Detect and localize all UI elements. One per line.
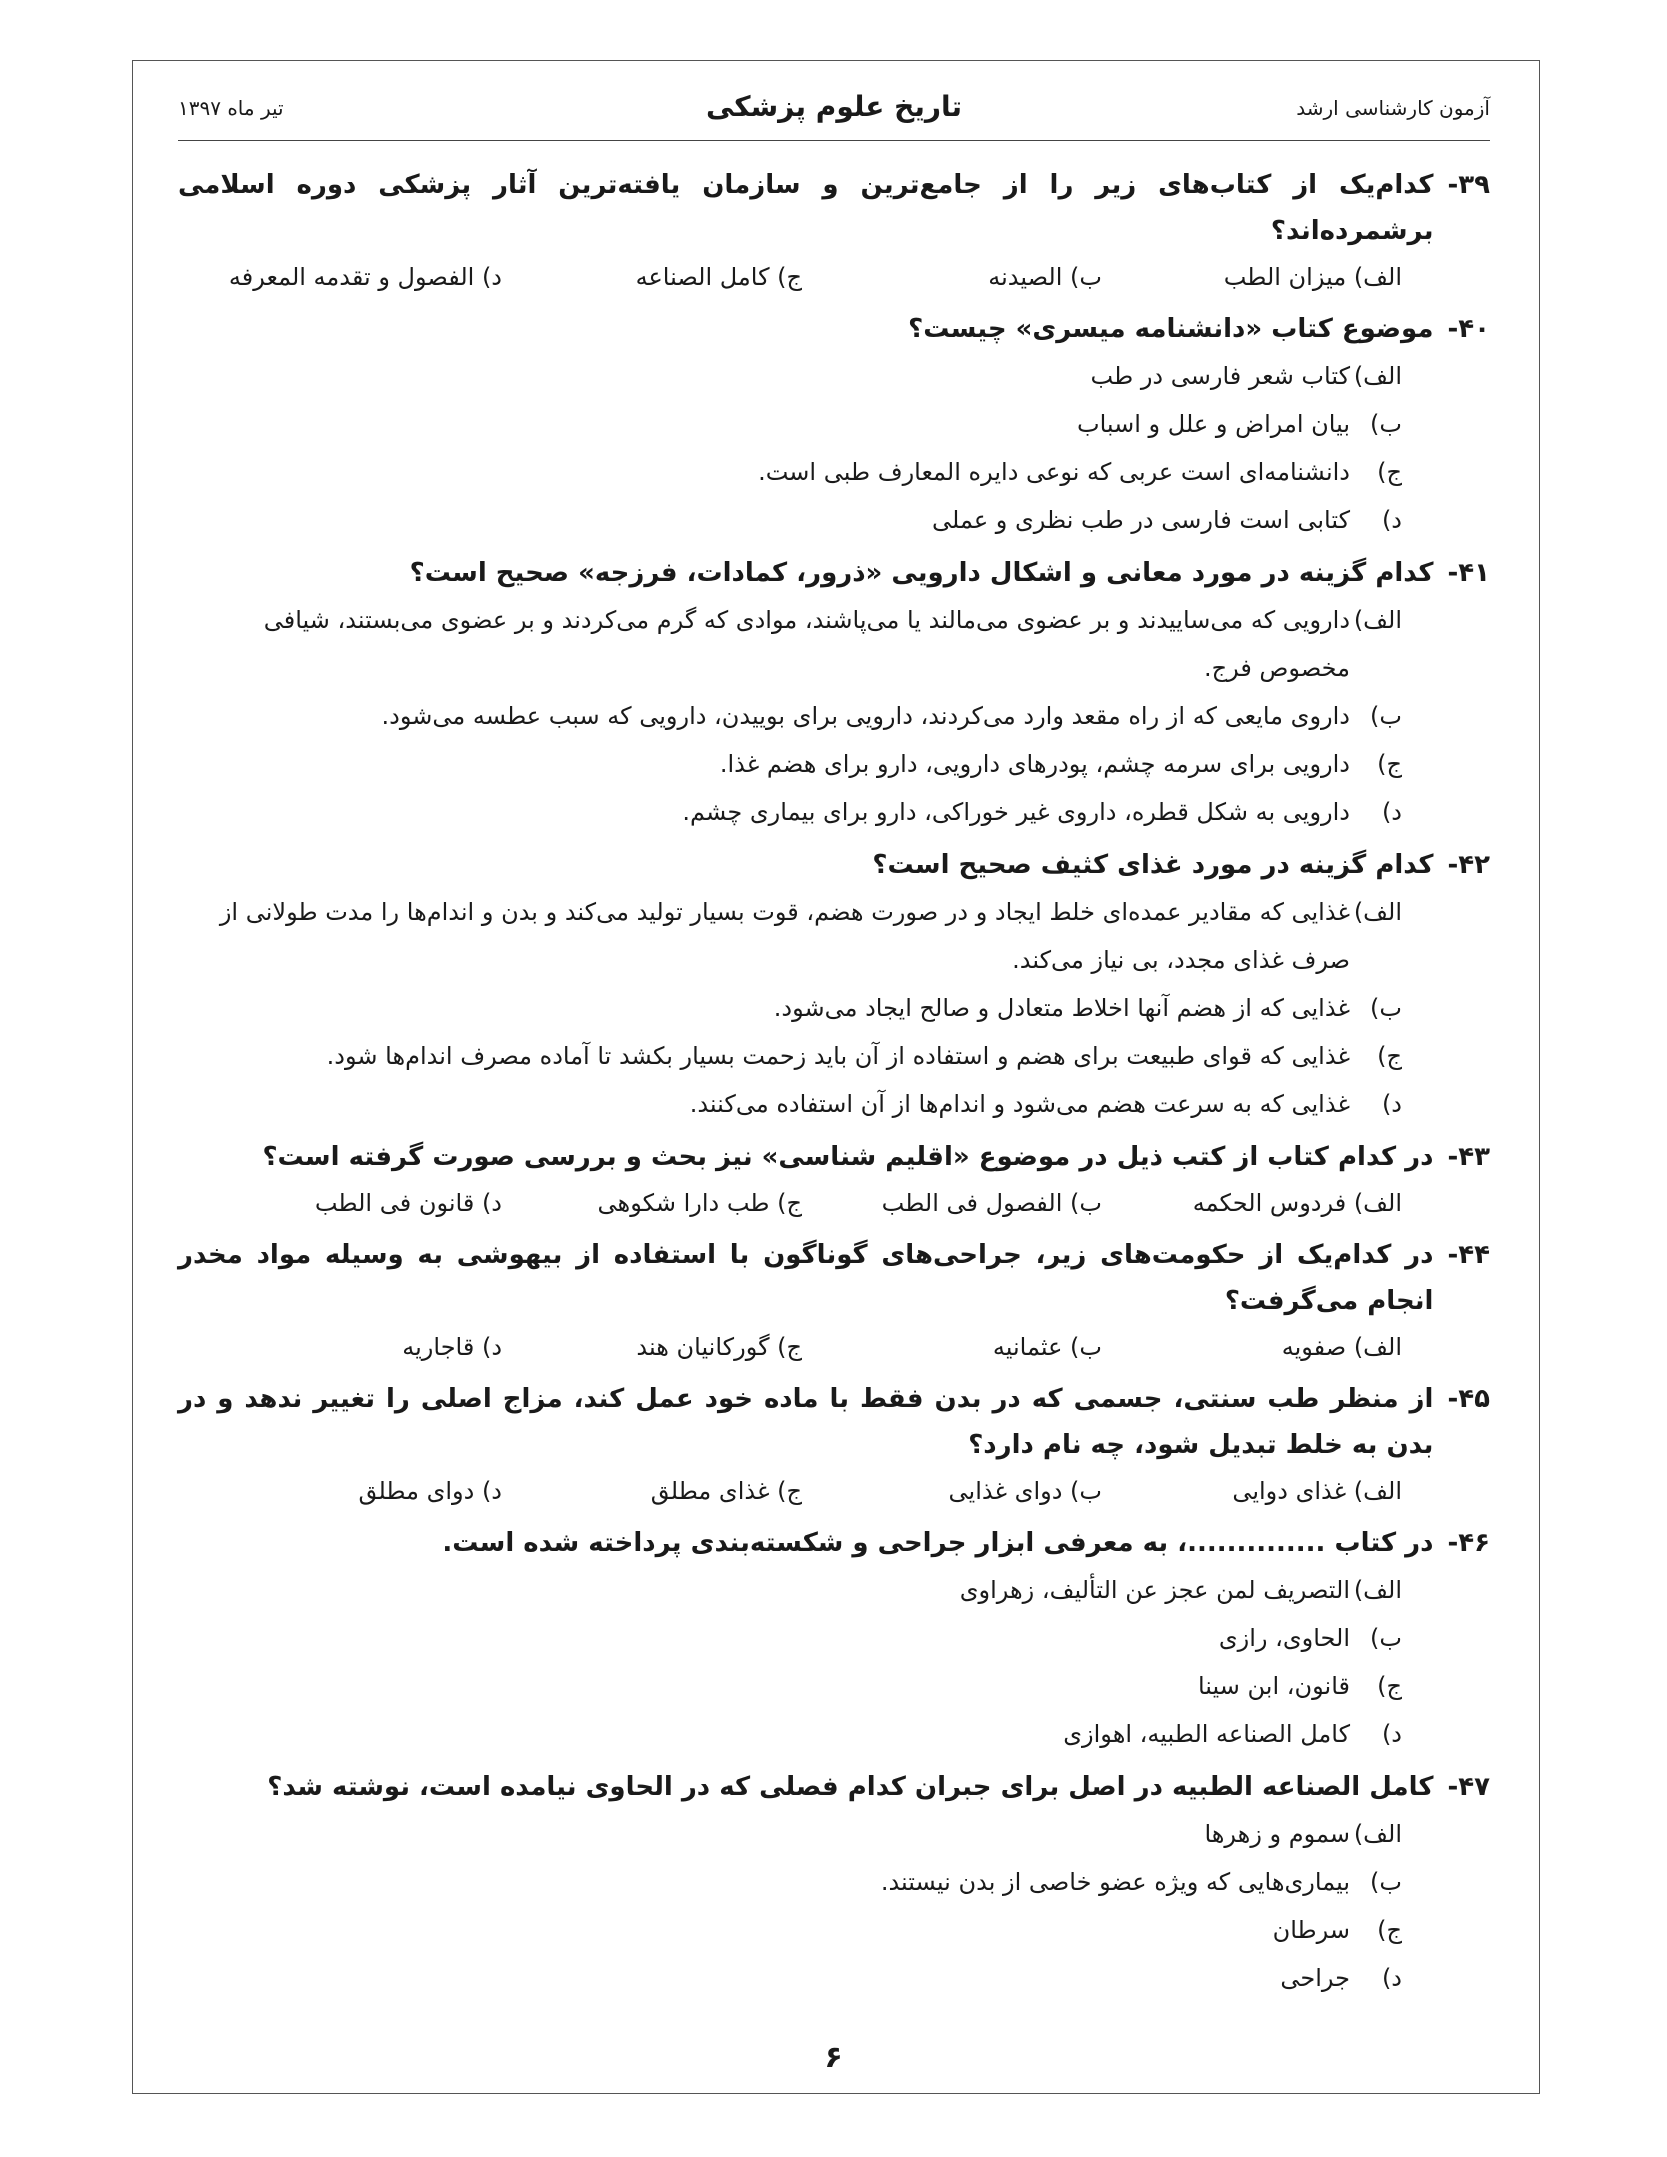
option-letter: ج) [1377, 1916, 1402, 1944]
option-b[interactable]: ب) عثمانیه [992, 1333, 1102, 1361]
option-text: سرطان [1272, 1916, 1350, 1944]
option-text: سموم و زهرها [1204, 1820, 1350, 1848]
question-text: کدام گزینه در مورد غذای کثیف صحیح است؟ [872, 850, 1434, 880]
option-b[interactable] [178, 1614, 1402, 1662]
question-title [178, 550, 1490, 596]
option-c[interactable] [178, 1906, 1402, 1954]
option-c[interactable] [178, 1662, 1402, 1710]
option-b[interactable]: ب) دوای غذایی [948, 1477, 1102, 1505]
option-b[interactable] [178, 692, 1402, 740]
exam-date: تیر ماه ۱۳۹۷ [178, 96, 284, 120]
option-d[interactable] [178, 788, 1402, 836]
option-text: کتاب شعر فارسی در طب [1090, 362, 1350, 390]
option-a[interactable]: الف) غذای دوایی [1232, 1477, 1402, 1505]
option-letter: ب) [1370, 702, 1402, 730]
option-letter: ب) [1370, 410, 1402, 438]
option-text: بیماری‌هایی که ویژه عضو خاصی از بدن نیستند. [880, 1868, 1350, 1896]
option-b[interactable]: ب) الفصول فی الطب [881, 1189, 1102, 1217]
option-c[interactable] [178, 448, 1402, 496]
option-d[interactable] [178, 1080, 1402, 1128]
option-d[interactable]: د) قاجاریه [402, 1333, 502, 1361]
question-text: در کدام کتاب از کتب ذیل در موضوع «اقلیم شناسی» نیز بحث و بررسی صورت گرفته است؟ [262, 1142, 1434, 1172]
option-letter: الف) [1353, 1820, 1402, 1848]
option-text: بیان امراض و علل و اسباب [1077, 410, 1350, 438]
option-letter: الف) [1353, 362, 1402, 390]
option-letter: د) [1381, 1090, 1402, 1118]
question-text: در کدام‌یک از حکومت‌های زیر، جراحی‌های گوناگون با استفاده از بیهوشی به وسیله مواد مخدر انجام می‌گرفت؟ [178, 1240, 1434, 1316]
option-a[interactable]: الف) صفویه [1281, 1333, 1402, 1361]
option-text: غذایی که به سرعت هضم می‌شود و اندام‌ها از آن استفاده می‌کنند. [689, 1090, 1350, 1118]
option-letter: د) [1381, 1964, 1402, 1992]
question-text: در کتاب ..............، به معرفی ابزار جراحی و شکسته‌بندی پرداخته شده است. [442, 1528, 1434, 1558]
question-41 [178, 550, 1490, 836]
question-number: ۴۶- [1447, 1528, 1490, 1558]
option-letter: ج) [1377, 1042, 1402, 1070]
option-c[interactable] [178, 1032, 1402, 1080]
question-title [178, 1134, 1490, 1180]
option-b[interactable]: ب) الصیدنه [988, 263, 1102, 291]
option-text: غذایی که قوای طبیعت برای هضم و استفاده از آن باید زحمت بسیار بکشد تا آماده مصرف اندام‌ها شود. [326, 1042, 1350, 1070]
option-text: دانشنامه‌ای است عربی که نوعی دایره المعارف طبی است. [758, 458, 1350, 486]
question-title [178, 162, 1490, 254]
question-number: ۴۴- [1447, 1240, 1490, 1270]
option-letter: د) [1381, 1720, 1402, 1748]
option-text: کامل الصناعه الطبیه، اهوازی [1063, 1720, 1350, 1748]
option-a[interactable] [178, 596, 1402, 692]
option-a[interactable] [178, 888, 1402, 984]
option-d[interactable]: د) قانون فی الطب [314, 1189, 502, 1217]
option-d[interactable]: د) دوای مطلق [358, 1477, 502, 1505]
option-c[interactable] [178, 740, 1402, 788]
options-row [178, 1324, 1490, 1370]
option-letter: د) [1381, 506, 1402, 534]
option-letter: د) [1381, 798, 1402, 826]
option-text: غذایی که از هضم آنها اخلاط متعادل و صالح ایجاد می‌شود. [773, 994, 1350, 1022]
option-letter: ج) [1377, 750, 1402, 778]
question-title [178, 1520, 1490, 1566]
question-text: کامل الصناعه الطبیه در اصل برای جبران کدام فصلی که در الحاوی نیامده است، نوشته شد؟ [267, 1772, 1434, 1802]
option-a[interactable] [178, 352, 1402, 400]
question-number: ۴۵- [1447, 1384, 1490, 1414]
options-row [178, 1180, 1490, 1226]
question-43 [178, 1134, 1490, 1226]
option-d[interactable] [178, 1710, 1402, 1758]
question-42 [178, 842, 1490, 1128]
options-list [178, 1566, 1490, 1758]
option-a[interactable] [178, 1566, 1402, 1614]
page-header [178, 86, 1490, 141]
subject-title: تاریخ علوم پزشکی [705, 90, 963, 123]
questions-content [178, 162, 1490, 2008]
question-title [178, 1764, 1490, 1810]
question-number: ۴۲- [1447, 850, 1490, 880]
option-text: قانون، ابن سینا [1197, 1672, 1350, 1700]
question-number: ۴۱- [1447, 558, 1490, 588]
options-list [178, 1810, 1490, 2002]
question-number: ۴۳- [1447, 1142, 1490, 1172]
option-letter: الف) [1353, 898, 1402, 926]
question-title [178, 1232, 1490, 1324]
option-a[interactable]: الف) فردوس الحکمه [1192, 1189, 1402, 1217]
option-letter: الف) [1353, 606, 1402, 634]
option-a[interactable] [178, 1810, 1402, 1858]
option-text: داروی مایعی که از راه مقعد وارد می‌کردند، دارویی برای بوییدن، دارویی که سبب عطسه می‌شود. [381, 702, 1350, 730]
options-list [178, 352, 1490, 544]
option-letter: ب) [1370, 994, 1402, 1022]
options-row [178, 1468, 1490, 1514]
exam-title: آزمون کارشناسی ارشد [1296, 96, 1490, 120]
question-40 [178, 306, 1490, 544]
question-title [178, 842, 1490, 888]
question-39 [178, 162, 1490, 300]
option-text: جراحی [1280, 1964, 1350, 1992]
option-b[interactable] [178, 1858, 1402, 1906]
option-d[interactable] [178, 1954, 1402, 2002]
option-text: دارویی به شکل قطره، داروی غیر خوراکی، دارو برای بیماری چشم. [682, 798, 1350, 826]
question-text: از منظر طب سنتی، جسمی که در بدن فقط با ماده خود عمل کند، مزاج اصلی را تغییر ندهد و در بدن به خلط تبدیل شود، چه نام دارد؟ [178, 1384, 1434, 1460]
question-44 [178, 1232, 1490, 1370]
question-46 [178, 1520, 1490, 1758]
question-number: ۴۷- [1447, 1772, 1490, 1802]
options-list [178, 596, 1490, 836]
question-title [178, 306, 1490, 352]
option-letter: الف) [1353, 1576, 1402, 1604]
question-text: کدام گزینه در مورد معانی و اشکال دارویی «ذرور، کمادات، فرزجه» صحیح است؟ [409, 558, 1434, 588]
option-c[interactable]: ج) کامل الصناعه [635, 263, 802, 291]
option-text: غذایی که مقادیر عمده‌ای خلط ایجاد و در صورت هضم، قوت بسیار تولید می‌کند و بدن و اندام‌ها را مدت طولانی از صرف غذای مجدد، بی نیاز می‌کند. [219, 898, 1350, 974]
option-c[interactable]: ج) غذای مطلق [650, 1477, 802, 1505]
options-list [178, 888, 1490, 1128]
question-number: ۳۹- [1447, 170, 1490, 200]
question-text: کدام‌یک از کتاب‌های زیر را از جامع‌ترین و سازمان یافته‌ترین آثار پزشکی دوره اسلامی برشمرده‌اند؟ [178, 170, 1434, 246]
question-45 [178, 1376, 1490, 1514]
option-text: کتابی است فارسی در طب نظری و عملی [932, 506, 1350, 534]
option-text: دارویی برای سرمه چشم، پودرهای دارویی، دارو برای هضم غذا. [719, 750, 1350, 778]
option-d[interactable] [178, 496, 1402, 544]
option-a[interactable]: الف) میزان الطب [1223, 263, 1402, 291]
option-b[interactable] [178, 400, 1402, 448]
page-number: ۶ [824, 2040, 843, 2075]
option-b[interactable] [178, 984, 1402, 1032]
question-number: ۴۰- [1447, 314, 1490, 344]
option-text: الحاوی، رازی [1218, 1624, 1350, 1652]
option-c[interactable]: ج) گورکانیان هند [636, 1333, 802, 1361]
option-d[interactable]: د) الفصول و تقدمه المعرفه [228, 263, 502, 291]
option-c[interactable]: ج) طب دارا شکوهی [597, 1189, 802, 1217]
question-text: موضوع کتاب «دانشنامه میسری» چیست؟ [908, 314, 1434, 344]
option-text: التصریف لمن عجز عن التألیف، زهراوی [959, 1576, 1350, 1604]
option-letter: ب) [1370, 1868, 1402, 1896]
option-letter: ج) [1377, 1672, 1402, 1700]
option-letter: ب) [1370, 1624, 1402, 1652]
question-title [178, 1376, 1490, 1468]
question-47 [178, 1764, 1490, 2002]
option-letter: ج) [1377, 458, 1402, 486]
option-text: دارویی که می‌سایید‌ند و بر عضوی می‌مالند یا می‌پاشند، موادی که گرم می‌کردند و بر عضوی می‌بستند، شیافی مخصوص فرج. [263, 606, 1350, 682]
options-row [178, 254, 1490, 300]
